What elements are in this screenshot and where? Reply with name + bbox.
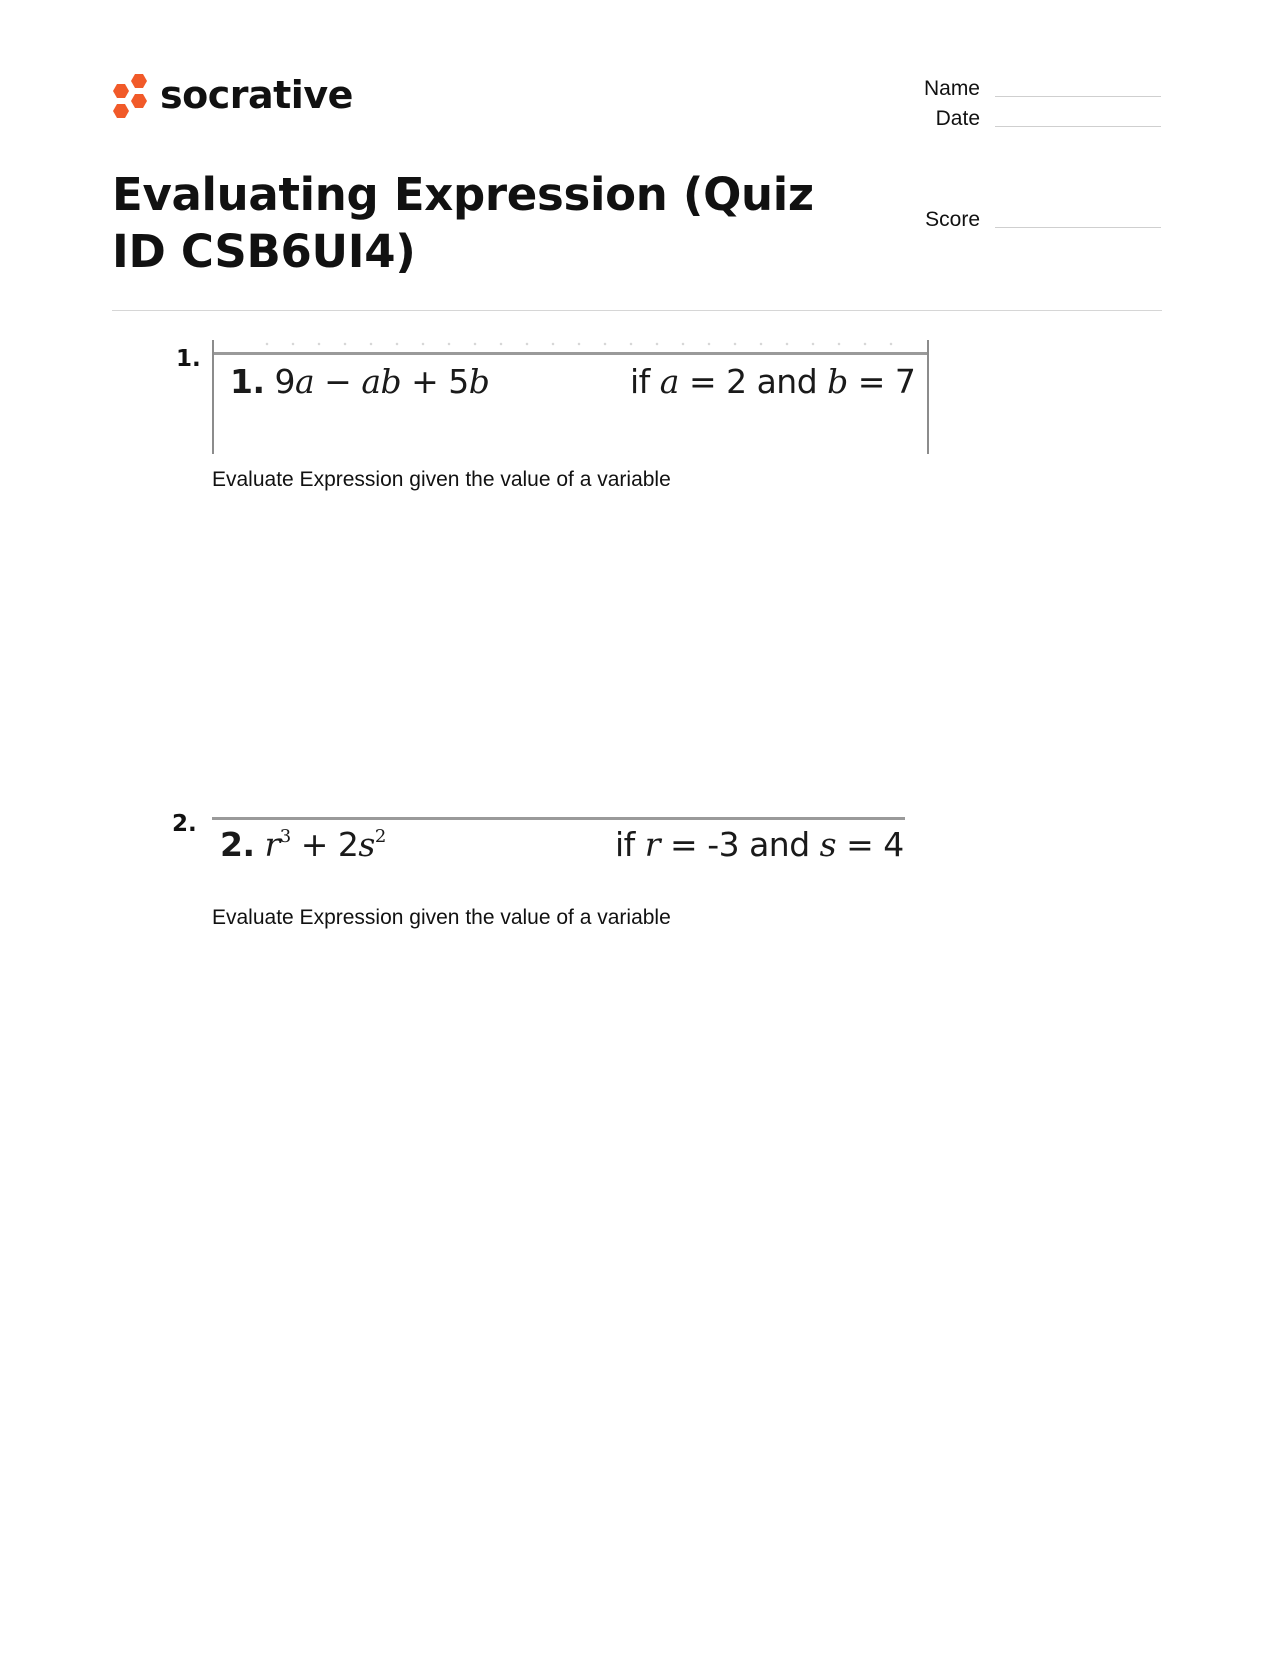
scan-border (212, 817, 905, 820)
scan-border (214, 352, 927, 355)
question-number: 1. (176, 346, 201, 372)
date-label: Date (935, 107, 980, 130)
brand-name: socrative (160, 73, 353, 117)
score-field[interactable] (860, 209, 1161, 230)
name-input-line[interactable] (995, 96, 1161, 97)
question-image (212, 805, 905, 865)
condition: if r = -3 and s = 4 (615, 825, 904, 864)
question-number: 2. (172, 811, 197, 837)
socrative-logo (112, 72, 353, 122)
question-description: Evaluate Expression given the value of a variable (212, 906, 671, 929)
header-divider (112, 310, 1162, 311)
page-title: Evaluating Expression (Quiz ID CSB6UI4) (112, 168, 814, 278)
question-description: Evaluate Expression given the value of a variable (212, 468, 671, 491)
score-input-line[interactable] (995, 227, 1161, 228)
name-field[interactable] (860, 78, 1161, 99)
expression: 1. 9a − ab + 5b (230, 362, 490, 401)
score-label: Score (925, 208, 980, 231)
condition: if a = 2 and b = 7 (630, 362, 916, 401)
date-field[interactable] (860, 108, 1161, 129)
hexagon-cluster-icon (112, 72, 148, 122)
scan-artifact (254, 340, 907, 348)
question-image (212, 340, 929, 454)
expression: 2. $r^3 + 2s^2$ (220, 825, 386, 864)
date-input-line[interactable] (995, 126, 1161, 127)
name-label: Name (923, 77, 980, 100)
